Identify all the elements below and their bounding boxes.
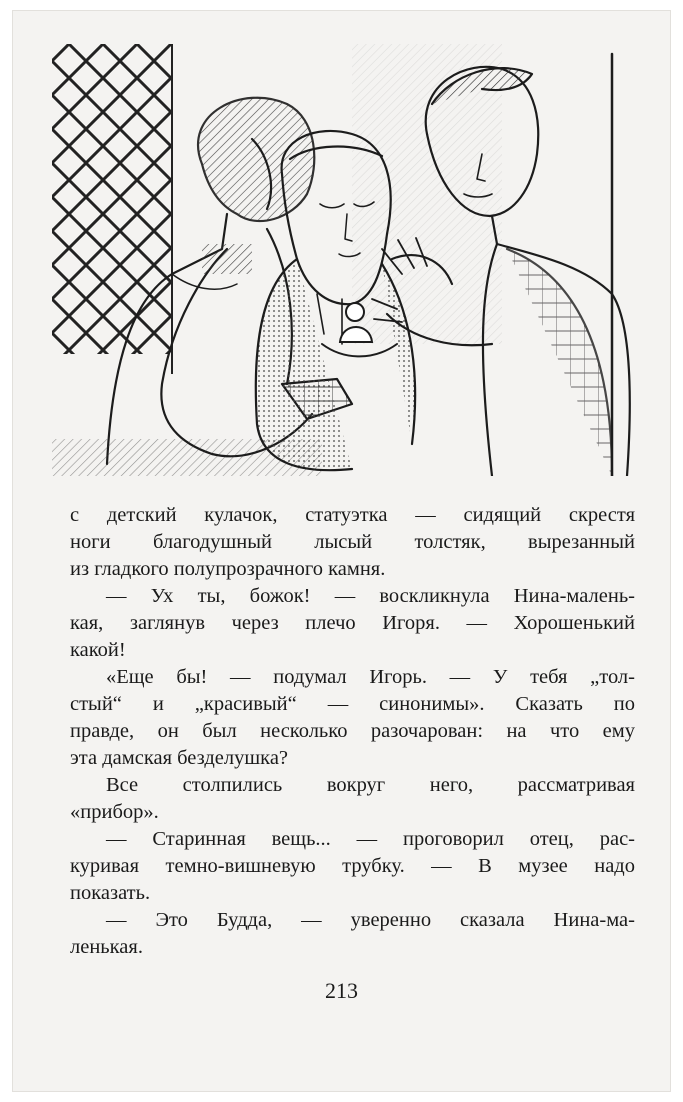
text-line: — Ух ты, божок! — воскликнула Нина-малень-: [106, 585, 635, 607]
text-line-row: [70, 799, 635, 826]
paragraph-3: [70, 664, 635, 691]
text-line-row: [70, 934, 635, 961]
paragraph-4: [70, 772, 635, 799]
paragraph-2: [70, 583, 635, 610]
text-line: правде, он был несколько разочарован: на что ему: [70, 720, 635, 742]
text-line-row: [70, 529, 635, 556]
text-line-row: [70, 610, 635, 637]
illustration: [52, 44, 633, 476]
text-line: «прибор».: [70, 801, 159, 823]
text-line: ленькая.: [70, 936, 143, 958]
window-lattice: [52, 44, 172, 354]
sketch-drawing: [52, 44, 633, 476]
text-line: «Еще бы! — подумал Игорь. — У тебя „тол-: [106, 666, 635, 688]
text-line-row: [70, 745, 635, 772]
text-line-row: [70, 718, 635, 745]
text-line: Все столпились вокруг него, рассматривая: [106, 774, 635, 796]
text-line-row: [70, 691, 635, 718]
page-number: 213: [325, 978, 358, 1003]
text-line: стый“ и „красивый“ — синонимы». Сказать по: [70, 693, 635, 715]
text-line: какой!: [70, 639, 126, 661]
text-line-row: [70, 853, 635, 880]
text-line-row: [70, 637, 635, 664]
text-line: с детский кулачок, статуэтка — сидящий скрестя: [70, 504, 635, 526]
text-line-row: [70, 880, 635, 907]
text-line: куривая темно-вишневую трубку. — В музее надо: [70, 855, 635, 877]
text-line: — Это Будда, — уверенно сказала Нина-ма-: [106, 909, 635, 931]
paragraph-5: [70, 826, 635, 853]
text-line: кая, заглянув через плечо Игоря. — Хорошенький: [70, 612, 635, 634]
body-text: [70, 502, 635, 961]
text-line: показать.: [70, 882, 151, 904]
paragraph-1: [70, 502, 635, 529]
paragraph-6: [70, 907, 635, 934]
text-line-row: [70, 556, 635, 583]
text-line: из гладкого полупрозрачного камня.: [70, 558, 386, 580]
text-line: ноги благодушный лысый толстяк, вырезанный: [70, 531, 635, 553]
book-page: [12, 10, 671, 1092]
text-line: эта дамская безделушка?: [70, 747, 289, 769]
text-line: — Старинная вещь... — проговорил отец, рас-: [106, 828, 635, 850]
